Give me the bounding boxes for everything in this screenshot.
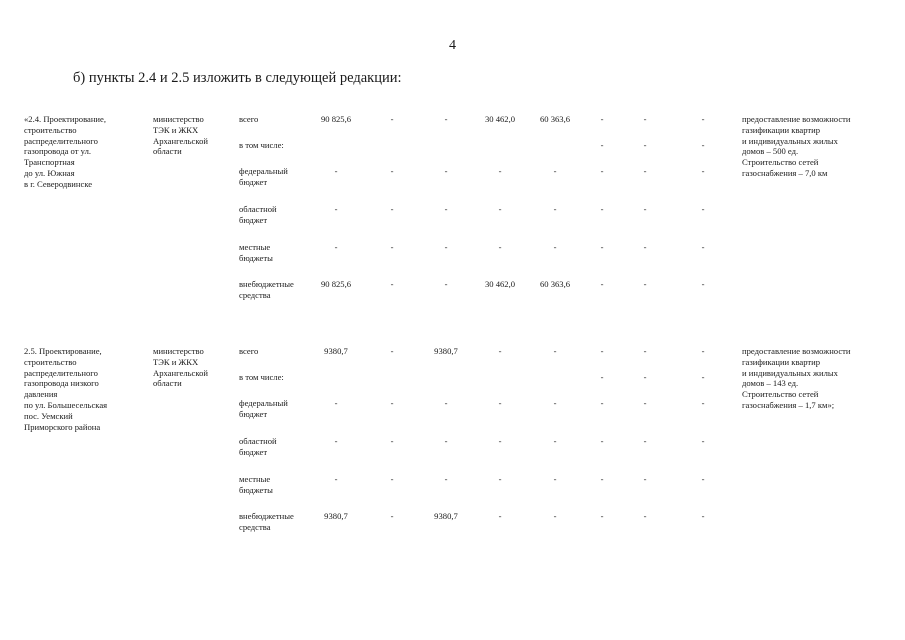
funding-value: -	[553, 511, 557, 521]
funding-value: -	[643, 398, 647, 408]
funding-value: -	[701, 474, 705, 484]
funding-source-label: всего	[239, 346, 259, 356]
funding-value: -	[334, 398, 338, 408]
funding-value: -	[553, 166, 557, 176]
funding-value: -	[643, 114, 647, 124]
funding-value: -	[600, 346, 604, 356]
funding-value: -	[600, 114, 604, 124]
funding-value: -	[600, 242, 604, 252]
funding-value: -	[600, 279, 604, 289]
funding-value: -	[553, 398, 557, 408]
funding-source-label: областной бюджет	[239, 204, 277, 225]
funding-value: -	[701, 279, 705, 289]
funding-value: -	[498, 346, 502, 356]
funding-value: -	[553, 436, 557, 446]
funding-source-label: в том числе:	[239, 140, 284, 150]
expected-result: предоставление возможности газификации квартир и индивидуальных жилых домов – 143 ед. Строительство сетей газоснабжения – 1,7 км»;	[742, 346, 851, 410]
funding-value: -	[444, 114, 448, 124]
funding-value: -	[643, 474, 647, 484]
funding-value: 60 363,6	[539, 279, 571, 289]
funding-source-label: областной бюджет	[239, 436, 277, 457]
funding-value: -	[334, 166, 338, 176]
funding-value: -	[444, 279, 448, 289]
funding-value: -	[643, 166, 647, 176]
funding-value: -	[643, 346, 647, 356]
funding-value: -	[390, 511, 394, 521]
funding-source-label: федеральный бюджет	[239, 398, 288, 419]
funding-value: -	[444, 474, 448, 484]
funding-value: -	[600, 474, 604, 484]
funding-value: -	[553, 346, 557, 356]
funding-value: -	[643, 204, 647, 214]
funding-value: -	[334, 436, 338, 446]
funding-value: -	[600, 511, 604, 521]
funding-value: -	[498, 474, 502, 484]
funding-value: -	[498, 242, 502, 252]
funding-value: -	[600, 204, 604, 214]
funding-value: -	[390, 166, 394, 176]
funding-value: -	[390, 474, 394, 484]
funding-value: -	[643, 140, 647, 150]
funding-value: -	[553, 204, 557, 214]
funding-value: 90 825,6	[320, 114, 352, 124]
funding-value: 9380,7	[434, 346, 458, 356]
funding-value: -	[498, 166, 502, 176]
funding-value: -	[600, 140, 604, 150]
funding-value: -	[701, 346, 705, 356]
funding-source-label: внебюджетные средства	[239, 511, 294, 532]
funding-source-label: внебюджетные средства	[239, 279, 294, 300]
funding-value: -	[334, 204, 338, 214]
funding-value: -	[553, 242, 557, 252]
funding-value: -	[390, 279, 394, 289]
funding-value: -	[390, 436, 394, 446]
funding-source-label: федеральный бюджет	[239, 166, 288, 187]
responsible-executor: министерство ТЭК и ЖКХ Архангельской области	[153, 114, 208, 157]
project-description: 2.5. Проектирование, строительство распределительного газопровода низкого давления по ул. Большесельская пос. Уемский Приморского района	[24, 346, 108, 432]
intro-text: б) пункты 2.4 и 2.5 изложить в следующей редакции:	[73, 70, 402, 86]
funding-value: -	[600, 166, 604, 176]
funding-value: -	[390, 398, 394, 408]
funding-value: 30 462,0	[484, 114, 516, 124]
funding-value: 9380,7	[434, 511, 458, 521]
funding-value: -	[643, 242, 647, 252]
funding-value: -	[643, 372, 647, 382]
funding-value: -	[334, 474, 338, 484]
expected-result: предоставление возможности газификации квартир и индивидуальных жилых домов – 500 ед. Строительство сетей газоснабжения – 7,0 км	[742, 114, 851, 178]
funding-value: 9380,7	[324, 346, 348, 356]
funding-value: 30 462,0	[484, 279, 516, 289]
funding-value: -	[334, 242, 338, 252]
funding-value: -	[600, 436, 604, 446]
funding-value: 9380,7	[324, 511, 348, 521]
funding-value: -	[390, 204, 394, 214]
funding-value: -	[701, 114, 705, 124]
funding-value: -	[701, 242, 705, 252]
funding-value: -	[553, 474, 557, 484]
funding-value: -	[701, 166, 705, 176]
funding-value: -	[444, 242, 448, 252]
funding-value: -	[444, 398, 448, 408]
funding-value: -	[643, 511, 647, 521]
funding-value: -	[600, 372, 604, 382]
funding-value: -	[643, 279, 647, 289]
funding-value: -	[498, 398, 502, 408]
funding-value: -	[498, 436, 502, 446]
page-number: 4	[449, 38, 456, 53]
funding-value: -	[444, 436, 448, 446]
responsible-executor: министерство ТЭК и ЖКХ Архангельской области	[153, 346, 208, 389]
funding-value: -	[643, 436, 647, 446]
funding-value: 90 825,6	[320, 279, 352, 289]
funding-value: -	[390, 242, 394, 252]
funding-value: -	[444, 166, 448, 176]
funding-value: -	[498, 204, 502, 214]
funding-source-label: в том числе:	[239, 372, 284, 382]
funding-source-label: местные бюджеты	[239, 242, 273, 263]
funding-value: -	[701, 511, 705, 521]
funding-value: -	[701, 372, 705, 382]
project-description: «2.4. Проектирование, строительство распределительного газопровода от ул. Транспортная до ул. Южная в г. Северодвинске	[24, 114, 106, 189]
funding-value: -	[390, 114, 394, 124]
funding-value: -	[600, 398, 604, 408]
funding-value: -	[498, 511, 502, 521]
funding-value: -	[390, 346, 394, 356]
funding-value: -	[444, 204, 448, 214]
funding-value: -	[701, 436, 705, 446]
funding-value: -	[701, 398, 705, 408]
funding-value: -	[701, 140, 705, 150]
funding-value: 60 363,6	[539, 114, 571, 124]
funding-value: -	[701, 204, 705, 214]
funding-source-label: всего	[239, 114, 259, 124]
funding-source-label: местные бюджеты	[239, 474, 273, 495]
